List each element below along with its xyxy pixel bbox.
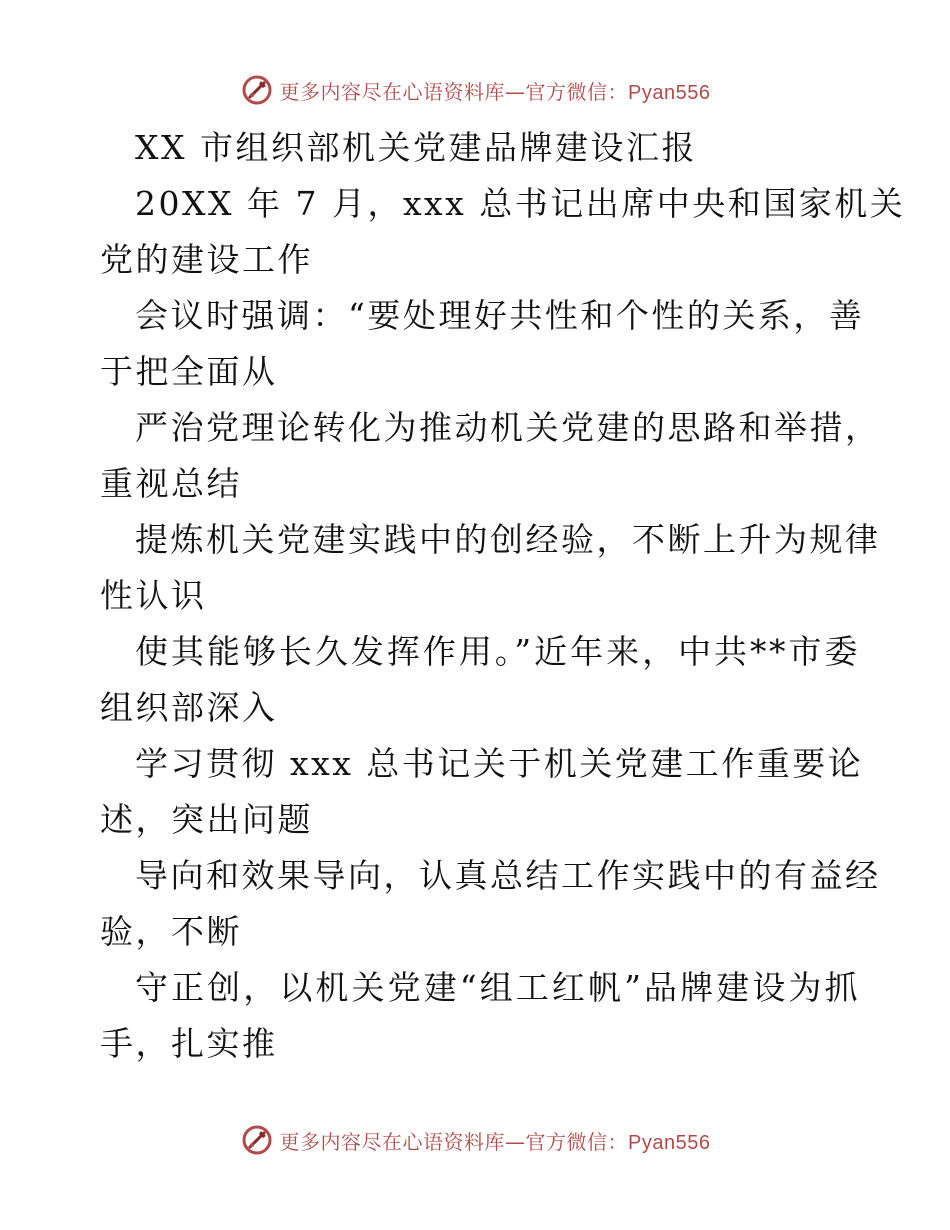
paragraph-line: 党的建设工作 — [100, 240, 313, 279]
paragraph-line: 学习贯彻 xxx 总书记关于机关党建工作重要论 — [135, 744, 864, 783]
paragraph-line: 于把全面从 — [100, 352, 278, 391]
paragraph-line: 组织部深入 — [100, 688, 278, 727]
document-body — [100, 120, 906, 1072]
paragraph-line: 手，扎实推 — [100, 1024, 278, 1063]
document-title: XX 市组织部机关党建品牌建设汇报 — [135, 128, 697, 167]
paragraph-line: 使其能够长久发挥作用。”近年来，中共**市委 — [135, 632, 860, 671]
brand-logo-icon — [240, 73, 274, 107]
paragraph-line: 守正创，以机关党建“组工红帆”品牌建设为抓 — [135, 968, 860, 1007]
watermark-text: 更多内容尽在心语资料库—官方微信：Pyan556 — [279, 79, 711, 104]
paragraph-line: 严治党理论转化为推动机关党建的思路和举措， — [135, 408, 881, 447]
watermark-footer — [0, 1120, 950, 1160]
paragraph-line: 导向和效果导向，认真总结工作实践中的有益经 — [135, 856, 881, 895]
watermark-header — [0, 70, 950, 110]
paragraph-line: 提炼机关党建实践中的创经验，不断上升为规律 — [135, 520, 881, 559]
paragraph-line: 性认识 — [100, 576, 207, 615]
paragraph-line: 验，不断 — [100, 912, 242, 951]
watermark-text: 更多内容尽在心语资料库—官方微信：Pyan556 — [279, 1129, 711, 1154]
paragraph-line: 重视总结 — [100, 464, 242, 503]
paragraph-line: 会议时强调：“要处理好共性和个性的关系，善 — [135, 296, 865, 335]
paragraph-line: 述，突出问题 — [100, 800, 313, 839]
brand-logo-icon — [240, 1123, 274, 1157]
paragraph-line: 20XX 年 7 月，xxx 总书记出席中央和国家机关 — [135, 184, 906, 223]
